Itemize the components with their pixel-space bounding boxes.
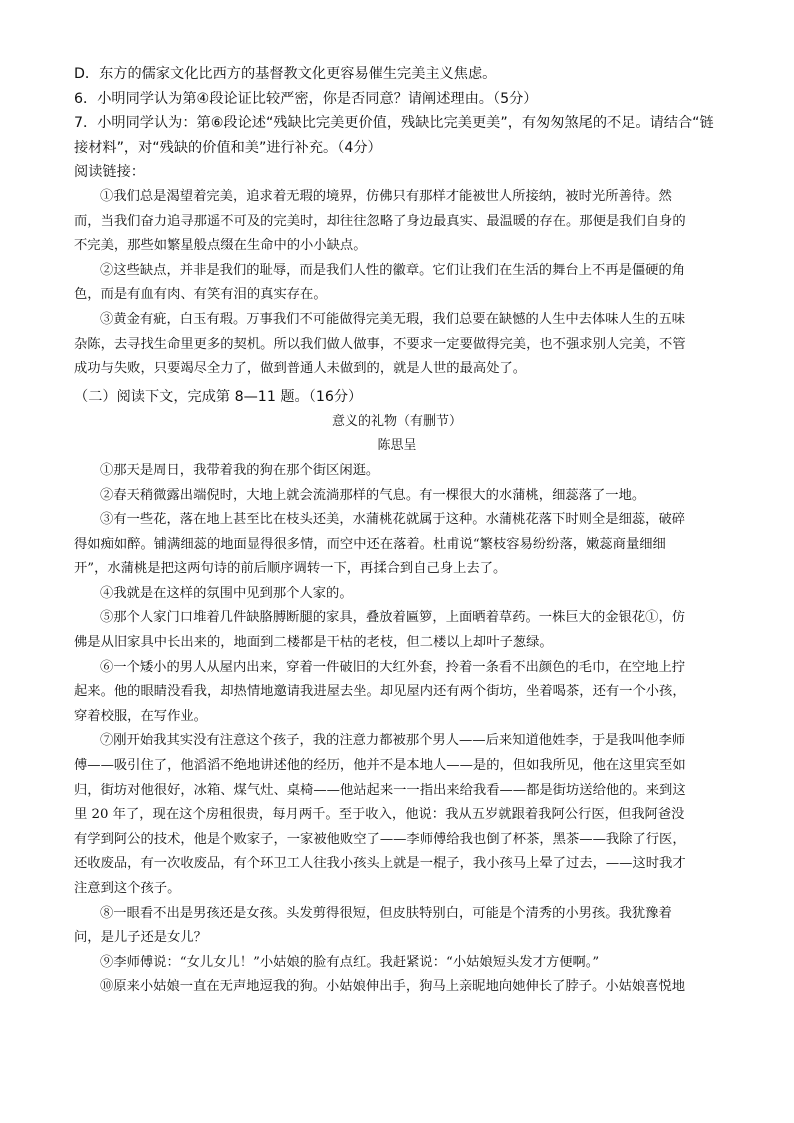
link-title: 阅读链接： (74, 164, 145, 181)
paragraph-line: 傅——吸引住了，他滔滔不绝地讲述他的经历，他并不是本地人——是的，但如我所见，他在这里宾至如 (74, 758, 686, 774)
story-paragraph (74, 902, 720, 951)
document-page (74, 62, 720, 1000)
story-paragraph (74, 951, 720, 976)
paragraph-line: 得如痴如醉。铺满细蕊的地面显得很多情，而空中还在落着。杜甫说“繁枝容易纷纷落，嫩蕊商量细细 (74, 536, 666, 552)
story-paragraph (74, 975, 720, 1000)
paragraph-line: ③黄金有疵，白玉有瑕。万事我们不可能做得完美无瑕，我们总要在缺憾的人生中去体味人生的五味 (100, 311, 686, 327)
paragraph-line: 成功与失败，只要竭尽全力了，做到普通人未做到的，就是人世的最高处了。 (74, 361, 527, 377)
article-author: 陈思呈 (377, 438, 417, 454)
question-6: 6．小明同学认为第④段论证比较严密，你是否同意？请阐述理由。（5分） (74, 90, 538, 107)
paragraph-line: ③有一些花，落在地上甚至比在枝头还美，水蒲桃花就属于这种。水蒲桃花落下时则全是细蕊，破碎 (100, 512, 686, 528)
paragraph-line: 注意到这个孩子。 (74, 881, 181, 896)
paragraph-line: ②春天稍微露出端倪时，大地上就会流淌那样的气息。有一棵很大的水蒲桃，细蕊落了一地。 (100, 487, 646, 503)
link-paragraph (74, 185, 720, 259)
paragraph-line: ⑧一眼看不出是男孩还是女孩。头发剪得很短，但皮肤特别白，可能是个清秀的小男孩。我犹豫着 (100, 905, 672, 921)
paragraph-line: ②这些缺点，并非是我们的耻辱，而是我们人性的徽章。它们让我们在生活的舞台上不再是僵硬的角 (100, 262, 686, 278)
story-paragraph (74, 582, 720, 607)
paragraph-line: 有学到阿公的技术，他是个败家子，一家被他败空了——李师傅给我也倒了杯茶，黑茶——我除了行医， (74, 831, 686, 847)
question-7-line2: 接材料”，对“残缺的价值和美”进行补充。（4分） (74, 139, 382, 156)
paragraph-line: ⑤那个人家门口堆着几件缺胳膊断腿的家具，叠放着匾箩，上面晒着草药。一株巨大的金银花①，仿 (100, 610, 686, 626)
paragraph-line: 杂陈，去寻找生命里更多的契机。所以我们做人做事，不要求一定要做得完美，也不强求别人完美，不管 (74, 336, 686, 352)
paragraph-line: 里 20 年了，现在这个房租很贵，每月两千。至于收入，他说：我从五岁就跟着我阿公行医，但我阿爸没 (74, 807, 685, 823)
question-7-line1: 7．小明同学认为：第⑥段论述“残缺比完美更价值，残缺比完美更美”，有匆匆煞尾的不足。请结合“链 (74, 115, 714, 132)
section-2-heading: （二）阅读下文，完成第 8—11 题。（16分） (74, 388, 363, 405)
article-title: 意义的礼物（有删节） (331, 413, 462, 429)
paragraph-line: 色，而是有血有肉、有笑有泪的真实存在。 (74, 287, 327, 303)
story-paragraph (74, 606, 720, 655)
paragraph-line: ①我们总是渴望着完美，追求着无瑕的境界，仿佛只有那样才能被世人所接纳，被时光所善待。然 (100, 188, 672, 204)
paragraph-line: 佛是从旧家具中长出来的，地面到二楼都是干枯的老枝，但二楼以上却叶子葱绿。 (74, 635, 553, 651)
story-paragraph (74, 729, 720, 901)
paragraph-line: ④我就是在这样的氛围中见到那个人家的。 (100, 585, 353, 601)
paragraph-line: 起来。他的眼睛没看我，却热情地邀请我进屋去坐。却见屋内还有两个街坊，坐着喝茶，还有一个小孩， (74, 684, 686, 700)
story-paragraphs (74, 459, 720, 1000)
link-paragraph (74, 259, 720, 308)
paragraph-line: 而，当我们奋力追寻那遥不可及的完美时，却往往忽略了身边最真实、最温暖的存在。那便是我们自身的 (74, 213, 686, 229)
paragraph-line: ⑨李师傅说：“女儿女儿！”小姑娘的脸有点红。我赶紧说：“小姑娘短头发才方便啊。” (100, 954, 600, 970)
option-d: D．东方的儒家文化比西方的基督教文化更容易催生完美主义焦虑。 (74, 66, 497, 82)
story-paragraph (74, 656, 720, 730)
paragraph-line: ①那天是周日，我带着我的狗在那个街区闲逛。 (100, 462, 380, 478)
paragraph-line: 穿着校服，在写作业。 (74, 708, 207, 724)
paragraph-line: ⑥一个矮小的男人从屋内出来，穿着一件破旧的大红外套，拎着一条看不出颜色的毛巾，在空地上拧 (100, 659, 686, 675)
paragraph-line: 不完美，那些如繁星般点缀在生命中的小小缺点。 (74, 238, 367, 254)
story-paragraph (74, 508, 720, 582)
paragraph-line: 开”，水蒲桃是把这两句诗的前后顺序调转一下，再揉合到自己身上去了。 (74, 561, 507, 577)
paragraph-line: 归，街坊对他很好，冰箱、煤气灶、桌椅——他站起来一一指出来给我看——都是街坊送给他的。来到这 (74, 782, 686, 798)
reading-link-paragraphs (74, 185, 720, 382)
story-paragraph (74, 484, 720, 509)
paragraph-line: 还收废品，有一次收废品，有个环卫工人往我小孩头上就是一棍子，我小孩马上晕了过去，——这时我才 (74, 856, 686, 872)
paragraph-line: 问，是儿子还是女儿？ (74, 930, 207, 946)
story-paragraph (74, 459, 720, 484)
paragraph-line: ⑩原来小姑娘一直在无声地逗我的狗。小姑娘伸出手，狗马上亲昵地向她伸长了脖子。小姑娘喜悦地 (100, 979, 686, 995)
link-paragraph (74, 308, 720, 382)
paragraph-line: ⑦刚开始我其实没有注意这个孩子，我的注意力都被那个男人——后来知道他姓李，于是我叫他李师 (100, 733, 686, 749)
